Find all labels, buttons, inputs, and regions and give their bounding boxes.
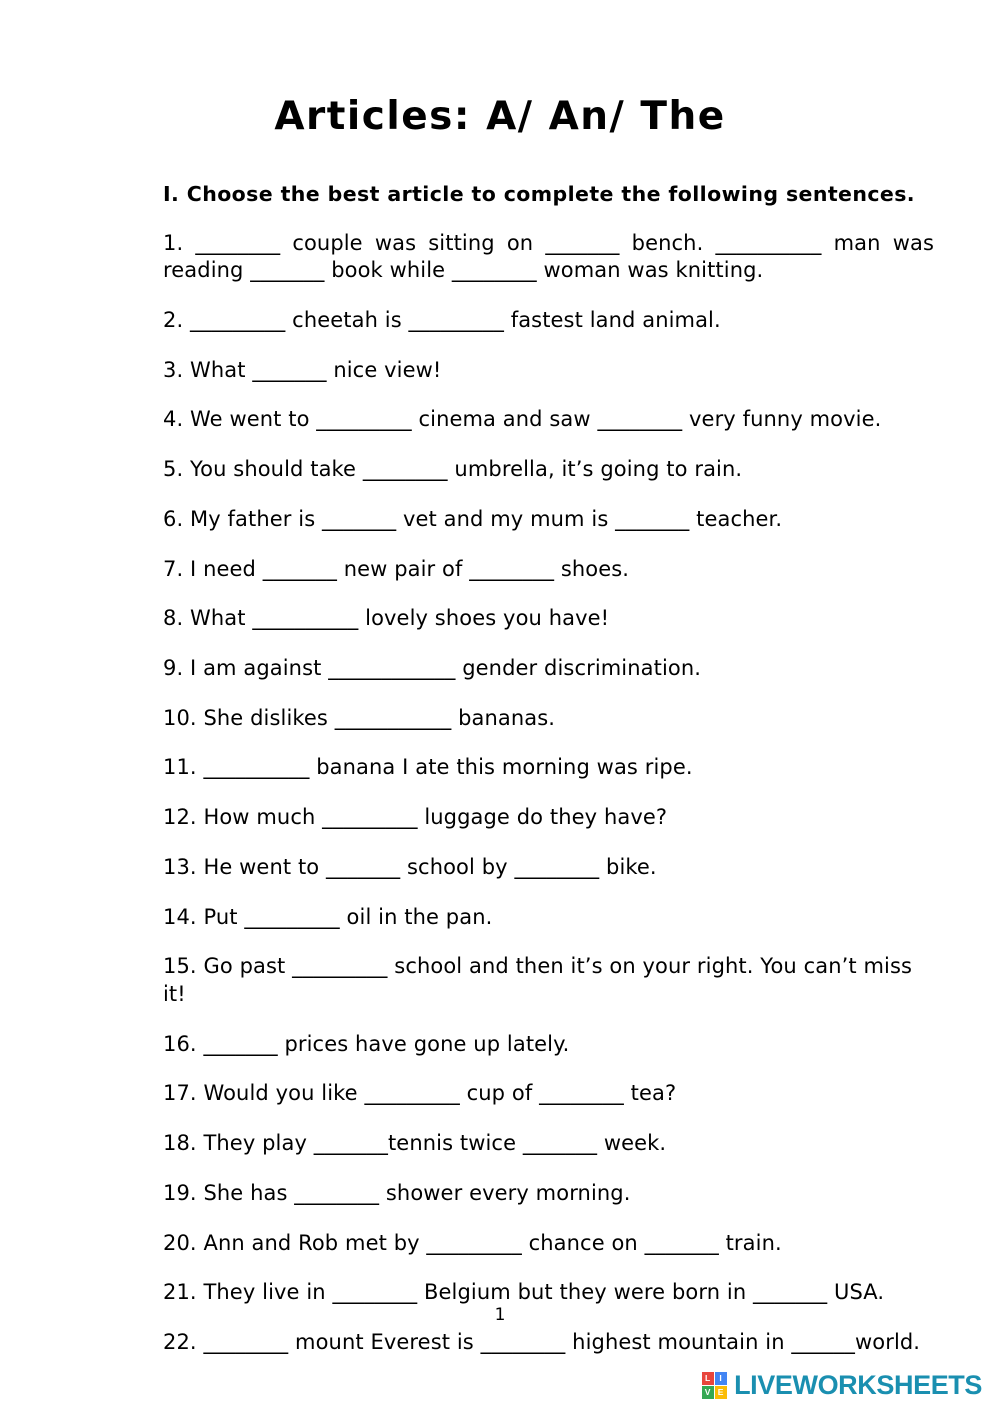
question-item-11: 11. __________ banana I ate this morning was ripe. [163,755,693,780]
mark-row-bottom [701,1386,727,1400]
question-item-3: 3. What _______ nice view! [163,357,442,382]
question-item-15: 15. Go past _________ school and then it’s on your right. You can’t miss it! [163,954,913,1007]
question-item-17: 17. Would you like _________ cup of ________ tea? [163,1081,677,1106]
question-item-2: 2. _________ cheetah is _________ fastest land animal. [163,307,721,332]
question-item-22: 22. ________ mount Everest is ________ highest mountain in ______world. [163,1330,921,1355]
mark-letter-v: V [702,1386,714,1399]
question-item-19: 19. She has ________ shower every morning. [163,1180,631,1205]
mark-row-top [701,1372,727,1386]
question-item-10: 10. She dislikes ___________ bananas. [163,705,556,730]
question-item-7: 7. I need _______ new pair of ________ shoes. [163,556,630,581]
question-item-4: 4. We went to _________ cinema and saw ________ very funny movie. [163,407,882,432]
question-item-16: 16. _______ prices have gone up lately. [163,1031,570,1056]
question-item-20: 20. Ann and Rob met by _________ chance on _______ train. [163,1230,782,1255]
question-item-6: 6. My father is _______ vet and my mum is _______ teacher. [163,506,783,531]
question-item-18: 18. They play _______tennis twice _______ week. [163,1131,667,1156]
liveworksheets-logo [701,1370,982,1401]
question-item-14: 14. Put _________ oil in the pan. [163,904,493,929]
section-instruction: I. Choose the best article to complete the following sentences. [163,181,915,206]
page-title: Articles: A/ An/ The [274,94,726,139]
question-item-9: 9. I am against ____________ gender discrimination. [163,656,702,680]
question-item-1: 1. ________ couple was sitting on _______ bench. __________ man was reading _______ book while ________ woman was knitting. [163,230,934,283]
mark-letter-l: L [702,1372,714,1385]
liveworksheets-mark-icon [701,1371,727,1401]
question-item-8: 8. What __________ lovely shoes you have! [163,606,610,631]
worksheet-body [0,181,1000,1357]
question-item-12: 12. How much _________ luggage do they have? [163,805,668,830]
question-item-13: 13. He went to _______ school by ________ bike. [163,854,657,879]
mark-letter-e: E [715,1386,727,1399]
mark-letter-i: I [715,1372,727,1385]
question-item-21: 21. They live in ________ Belgium but they were born in _______ USA. [163,1280,885,1305]
question-item-5: 5. You should take ________ umbrella, it’s going to rain. [163,457,743,482]
liveworksheets-brand-text: LIVEWORKSHEETS [734,1370,982,1400]
page-number: 1 [494,1305,506,1325]
